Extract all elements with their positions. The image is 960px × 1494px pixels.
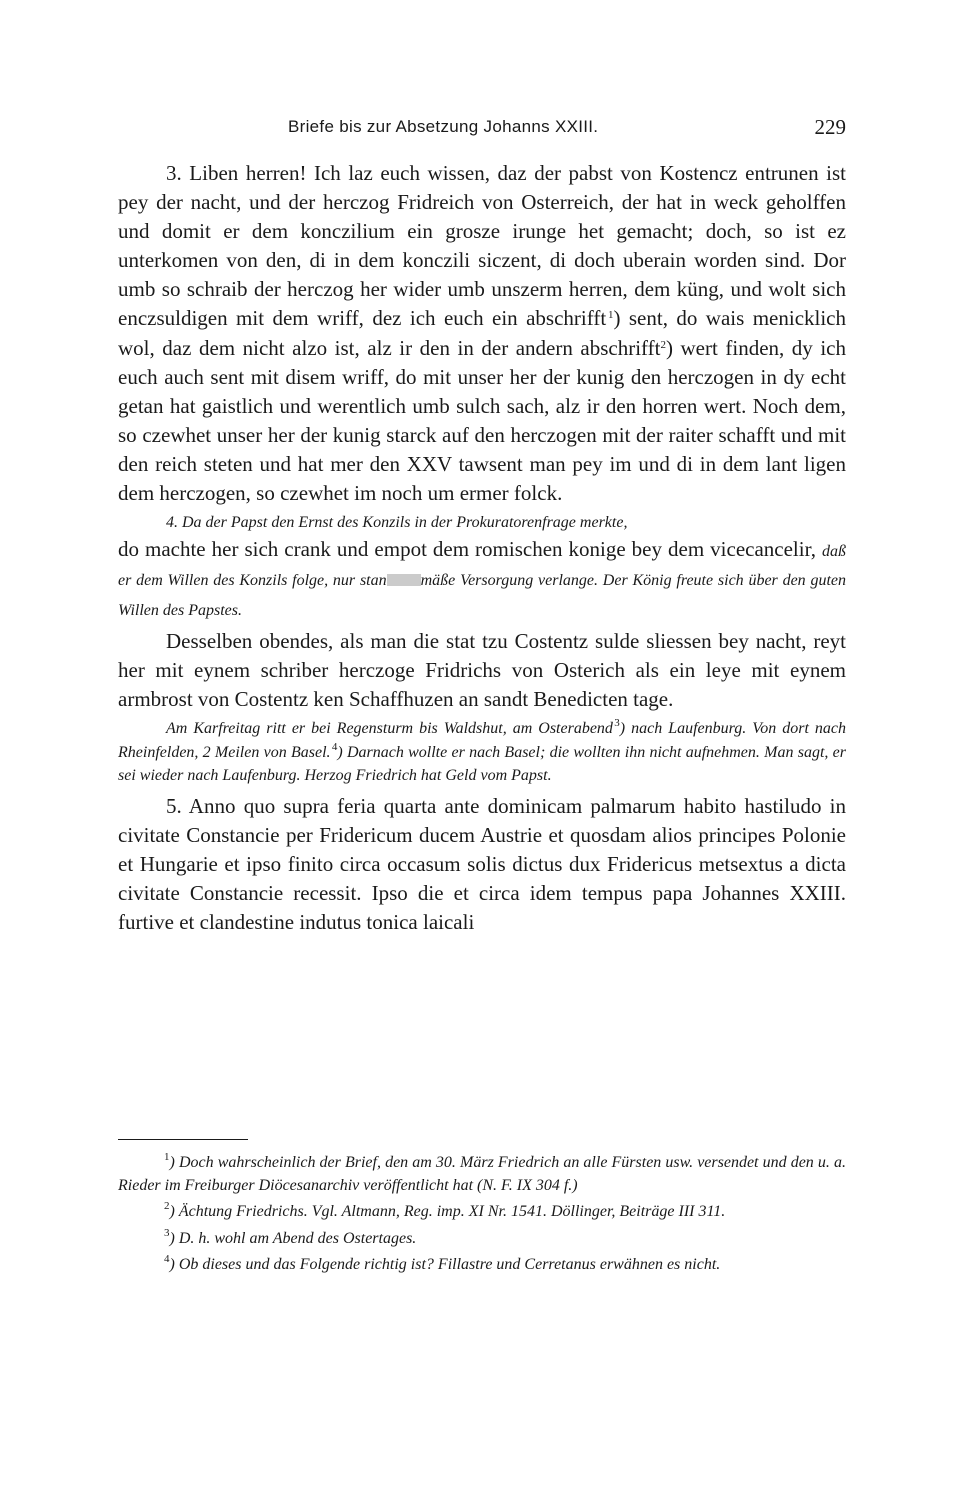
footnote-rule bbox=[118, 1139, 248, 1140]
section-3-number: 3. bbox=[166, 161, 182, 185]
body-text bbox=[118, 159, 846, 937]
section-4-summary-2c: Darnach wollte er nach Basel; die wollten ihn nicht aufnehmen. Man sagt, er sei wieder nach Laufenburg. Herzog Friedrich hat Geld vom Papst. bbox=[118, 743, 847, 785]
footnote-4: $^4$) Ob dieses und das Folgende richtig ist? Fillastre und Cerretanus erwähnen es nicht. bbox=[164, 1252, 721, 1273]
footnote-3-mark: 3 bbox=[164, 1226, 170, 1239]
section-4-italic-a: daß er dem Willen des Konzils folge, nur stan bbox=[118, 542, 846, 590]
section-5-text: 5. Anno quo supra feria quarta ante dominicam palmarum habito hastiludo in civitate Constancie per Fridericum ducem Austrie et quosdam alios principes Polonie et Hungarie et ipso finito circa occasum solis dictus dux Fridericus metsextus a dicta civitate Constancie recessit. Ipso die et circa idem tempus papa Johannes XXIII. furtive et clandestine indutus tonica laicali bbox=[118, 793, 846, 935]
footnote-3: $^3$) D. h. wohl am Abend des Ostertages. bbox=[164, 1226, 417, 1247]
section-4-summary-2: Am Karfreitag ritt er bei Regensturm bis Waldshut, am Osterabend $^3$) nach Laufenburg. Von dort nach Rheinfelden, 2 Meilen von Basel. $^4$) Darnach wollte er nach Basel; die wollten ihn nicht aufnehmen. Man sagt, er sei wieder nach Laufenburg. Herzog Friedrich hat Geld vom Papst. bbox=[118, 717, 847, 785]
section-4-paragraph: Desselben obendes, als man die stat tzu Costentz sulde sliessen bey nacht, reyt her mit eynem schriber herczoge Fridrichs von Osterich als ein leye mit eynem armbrost von Costentz ken Schaffhuzen an sandt Benedicten tage. bbox=[118, 629, 846, 712]
footnote-1-text: Doch wahrscheinlich der Brief, den am 30. März Friedrich an alle Fürsten usw. versendet und den u. a. Rieder im Freiburger Diöcesanarchiv veröffentlicht hat (N. F. IX 304 f.) bbox=[118, 1154, 847, 1195]
footnotes bbox=[118, 1151, 846, 1279]
section-4-mixed bbox=[118, 536, 846, 625]
section-4-summary: 4. Da der Papst den Ernst des Konzils in der Prokuratorenfrage merkte, bbox=[166, 514, 628, 532]
footnote-ref-1[interactable]: 1 bbox=[607, 309, 614, 322]
section-3-text: Liben herren! Ich laz euch wissen, daz der pabst von Kostencz entrunen ist pey der nacht, und der herczog Fridreich von Osterreich, der hat in weck geholffen und domit er dem konczilium ein grosze irunge het gemacht; doch, so ist ez unterkomen von den, di in dem konczili siczent, di doch uberain worden sind. Dor umb so schraib der herczog her wider umb unszerm herren, dem küng, und wolt sich enczsuldigen mit dem wriff, dez ich euch ein abschrifft bbox=[118, 161, 846, 331]
footnote-ref-2[interactable]: 2 bbox=[660, 338, 666, 351]
footnote-1-mark: 1 bbox=[164, 1151, 170, 1163]
footnote-ref-4[interactable]: 4 bbox=[331, 740, 338, 753]
ink-smudge bbox=[387, 574, 421, 586]
section-4-line1: do machte her sich crank und empot dem romischen konige bey dem vicecancelir, bbox=[118, 536, 816, 561]
footnote-2: $^2$) Ächtung Friedrichs. Vgl. Altmann, Reg. imp. XI Nr. 1541. Döllinger, Beiträge III 311. bbox=[164, 1200, 726, 1221]
running-header bbox=[118, 115, 846, 145]
section-4-summary-2b: nach Laufenburg. Von dort nach Rheinfelden, 2 Meilen von Basel. bbox=[118, 720, 847, 761]
footnote-1: $^1$) Doch wahrscheinlich der Brief, den am 30. März Friedrich an alle Fürsten usw. versendet und den u. a. Rieder im Freiburger Diöcesanarchiv veröffentlicht hat (N. F. IX 304 f.) bbox=[118, 1151, 847, 1195]
footnote-2-mark: 2 bbox=[164, 1200, 170, 1213]
footnote-ref-3[interactable]: 3 bbox=[614, 717, 620, 730]
section-3-text-c: wert finden, dy ich euch auch sent mit disem wriff, do mit unser her der kunig den herczogen in dy echt getan hat gaistlich und werentlich umb sulch sach, alz ir den horren wert. Noch dem, so czewhet unser her der kunig starck auf den herczogen mit der raiter schafft und mit den reich steten und hat mer den XXV tawsent man pey im und di in dem lant ligen dem herczogen, so czewhet im noch um ermer folck. bbox=[118, 335, 846, 506]
section-4-italic-b: mäße Versorgung verlange. Der König freute sich über den guten Willen des Papstes. bbox=[118, 572, 847, 619]
section-4-summary-2a: Am Karfreitag ritt er bei Regensturm bis Waldshut, am Osterabend bbox=[166, 720, 613, 738]
section-3-text-b: sent, do wais menicklich wol, daz dem nicht alzo ist, alz ir den in der andern abschrifft bbox=[118, 306, 847, 360]
running-title: Briefe bis zur Absetzung Johanns XXIII. bbox=[288, 117, 599, 136]
footnote-2-text: Ächtung Friedrichs. Vgl. Altmann, Reg. imp. XI Nr. 1541. Döllinger, Beiträge III 311. bbox=[178, 1203, 726, 1221]
section-3-letter: 3. Liben herren! Ich laz euch wissen, daz der pabst von Kostencz entrunen ist pey der nacht, und der herczog Fridreich von Osterreich, der hat in weck geholffen und domit er dem konczilium ein grosze irunge het gemacht; doch, so ist ez unterkomen von den, di in dem konczili siczent, di doch uberain worden sind. Dor umb so schraib der herczog her wider umb unszerm herren, dem küng, und wolt sich enczsuldigen mit dem wriff, dez ich euch ein abschrifft $^1$) sent, do wais menicklich wol, daz dem nicht alzo ist, alz ir den in der andern abschrifft$^2$) wert finden, dy ich euch auch sent mit disem wriff, do mit unser her der kunig den herczogen in dy echt getan hat gaistlich und werentlich umb sulch sach, alz ir den horren wert. Noch dem, so czewhet unser her der kunig starck auf den herczogen mit der raiter schafft und mit den reich steten und hat mer den XXV tawsent man pey im und di in dem lant ligen dem herczogen, so czewhet im noch um ermer folck. bbox=[118, 161, 847, 506]
footnote-3-text: D. h. wohl am Abend des Ostertages. bbox=[178, 1229, 417, 1247]
footnote-4-mark: 4 bbox=[164, 1252, 170, 1265]
page-number: 229 bbox=[814, 115, 846, 139]
footnote-4-text: Ob dieses und das Folgende richtig ist? Fillastre und Cerretanus erwähnen es nicht. bbox=[178, 1255, 721, 1273]
